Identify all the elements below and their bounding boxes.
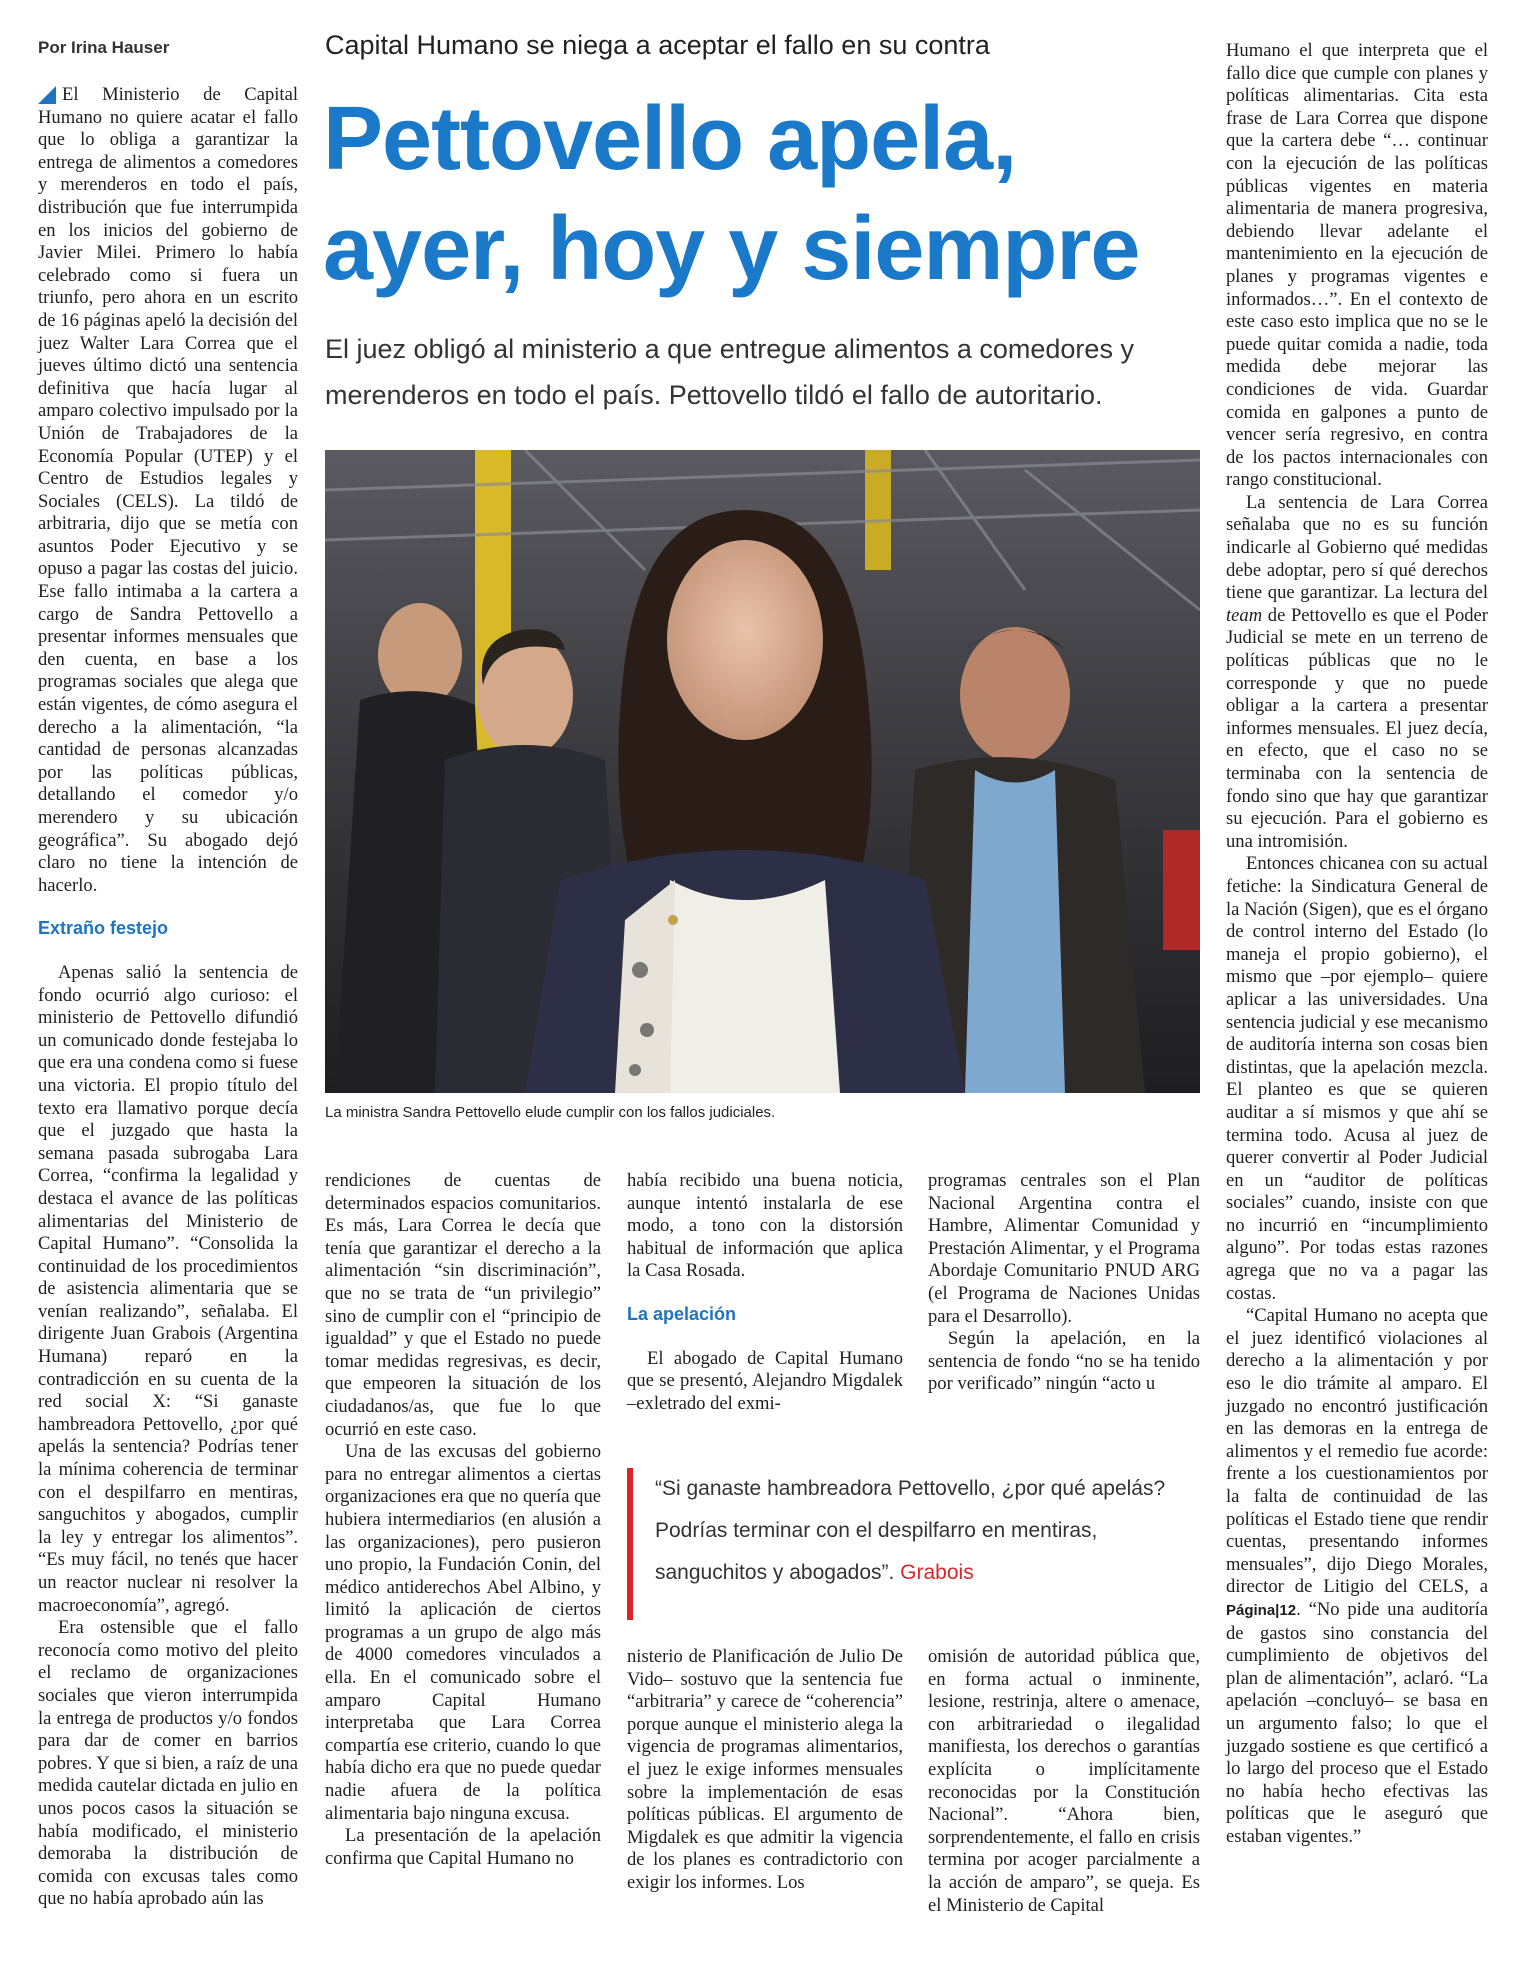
column-4-upper — [928, 1170, 1200, 1396]
pull-quote-attribution: Grabois — [900, 1561, 974, 1584]
pagina12-brand: Página|12 — [1226, 1601, 1297, 1619]
byline: Por Irina Hauser — [38, 38, 170, 57]
paragraph: Humano el que interpreta que el fallo dice que cumple con planes y políticas alimentarias. Cita esta frase de Lara Correa que dispone que la cartera debe “… continuar con la ejecución de las políticas públicas vigentes en materia alimentaria de manera progresiva, debiendo llevar adelante el mantenimiento en la ejecución de planes y programas vigentes e informados…”. En el contexto de este caso esto implica que no se le puede quitar comida a nadie, toda medida debe mejorar las condiciones de vida. Guardar comida en galpones a punto de vencer sería regresivo, en contra de los pactos internacionales con rango constitucional. — [1226, 40, 1488, 491]
column-3-lower — [627, 1646, 903, 1895]
paragraph: El abogado de Capital Humano que se presentó, Alejandro Migdalek –exletrado del exmi- — [627, 1347, 903, 1414]
column-3-upper — [627, 1170, 903, 1415]
paragraph: programas centrales son el Plan Nacional Argentina contra el Hambre, Alimentar Comunidad y Prestación Alimentar, y el Programa Abordaje Comunitario PNUD ARG (el Programa de Naciones Unidas para el Desarrollo). — [928, 1170, 1200, 1327]
paragraph: La presentación de la apelación confirma que Capital Humano no — [325, 1825, 601, 1869]
paragraph: Una de las excusas del gobierno para no entregar alimentos a ciertas organizaciones era que no quería que hubiera intermediarios (en alusión a las organizaciones), pero pusieron uno propio, la Fundación Conin, del médico antiderechos Abel Albino, y limitó la aplicación de ciertos programas a un grupo de algo más de 4000 comedores vinculados a ella. En el comunicado sobre el amparo Capital Humano interpretaba que Lara Correa compartía ese criterio, cuando lo que había dicho era que no puede quedar nadie afuera de la política alimentaria bajo ninguna excusa. — [325, 1441, 601, 1824]
paragraph: Según la apelación, en la sentencia de fondo “no se ha tenido por verificado” ningún “acto u — [928, 1328, 1200, 1395]
news-photo — [325, 450, 1200, 1093]
column-4-lower — [928, 1646, 1200, 1917]
paragraph: Era ostensible que el fallo reconocía como motivo del pleito el reclamo de organizaciones sociales que vieron interrumpida la entrega de productos y/o fondos para dar de comer en barrios pobres. Y que si bien, a raíz de una medida cautelar dictada en julio en unos pocos casos la situación se había modificado, el ministerio demoraba la distribución de comida con excusas tales como que no había aprobado aún las — [38, 1617, 298, 1910]
paragraph: Apenas salió la sentencia de fondo ocurrió algo curioso: el ministerio de Pettovello difundió un comunicado donde festejaba lo que era una condena como si fuese una victoria. El propio título del texto era llamativo porque decía que el juzgado que hasta la semana pasada subrogaba Lara Correa, “confirma la legalidad y destaca el avance de las políticas alimentarias del Ministerio de Capital Humano”. “Consolida la continuidad de los procedimientos de asistencia alimentaria que se venían realizando”, señalaba. El dirigente Juan Grabois (Argentina Humana) reparó en la contradicción en su cuenta de la red social X: “Si ganaste hambreadora Pettovello, ¿por qué apelás la sentencia? Podrías tener la mínima coherencia de terminar con el despilfarro en mentiras, sanguchitos y abogados, cumplir la ley y entregar los alimentos”. “Es muy fácil, no tenés que hacer un reactor nuclear ni resolver la macroeconomía”, agregó. — [38, 961, 298, 1616]
subhead-extrano-festejo: Extraño festejo — [38, 918, 169, 939]
paragraph: nisterio de Planificación de Julio De Vido– sostuvo que la sentencia fue “arbitraria” y carece de “coherencia” porque aunque el ministerio alega la vigencia de programas alimentarios, el juez le exige informes mensuales sobre la implementación de esas políticas públicas. El argumento de Migdalek es que admitir la vigencia de los planes es contradictorio con exigir los informes. Los — [627, 1646, 903, 1893]
lead-marker-icon — [38, 86, 56, 104]
paragraph: había recibido una buena noticia, aunque intentó instalarla de ese modo, a tono con la distorsión habitual de información que aplica la Casa Rosada. — [627, 1170, 903, 1282]
paragraph: La sentencia de Lara Correa señalaba que no es su función indicarle al Gobierno qué medidas debe adoptar, pero sí qué derechos tiene que garantizar. La lectura del team de Pettovello es que el Poder Judicial se mete en un terreno de políticas públicas que no le corresponde y que no puede obligar a la cartera a presentar informes mensuales. El juez decía, en efecto, que el caso no se terminaba con la sentencia de fondo sino que hay que garantizar su ejecución. Para el gobierno es una intromisión. — [1226, 491, 1488, 852]
column-1 — [38, 84, 298, 1911]
lead-paragraph: El Ministerio de Capital Humano no quiere acatar el fallo que lo obliga a garantizar la entrega de alimentos a comedores y merenderos en todo el país, distribución que fue interrumpida en los inicios del gobierno de Javier Milei. Primero lo había celebrado como si fuera un triunfo, pero ahora en un escrito de 16 páginas apeló la decisión del juez Walter Lara Correa que el jueves último dictó una sentencia definitiva que hacía lugar al amparo colectivo impulsado por la Unión de Trabajadores de la Economía Popular (UTEP) y el Centro de Estudios legales y Sociales (CELS). La tildó de arbitraria, dijo que se metía con asuntos Poder Ejecutivo y se opuso a pagar las costas del juicio. Ese fallo intimaba a la cartera a cargo de Sandra Pettovello a presentar informes mensuales que den cuenta, en base a los programas sociales que alega que están vigentes, de cómo asegura el derecho a la alimentación, “la cantidad de personas alcanzadas por las políticas públicas, detallando el comedor y/o merendero y su ubicación geográfica”. Su abogado dejó claro no tiene la intención de hacerlo. — [38, 84, 298, 896]
headline-line-1: Pettovello apela, — [323, 89, 1017, 189]
column-5 — [1226, 40, 1488, 1849]
column-2 — [325, 1170, 601, 1870]
pull-quote — [627, 1468, 1207, 1620]
paragraph: Entonces chicanea con su actual fetiche: la Sindicatura General de la Nación (Sigen), que es el órgano de control interno del Estado (lo maneja el propio gobierno), el mismo que –por ejemplo– quiere aplicar a las universidades. Una sentencia judicial y ese mecanismo de auditoría interna son cosas bien distintas, que la apelación mezcla. El planteo es que se quieren auditar a sí mismos y que ahí se termina todo. Acusa al juez de querer convertir al Poder Judicial en un “auditor de políticas sociales” cuando, insiste con que no incurrió en “incumplimiento alguno”. Por todas estas razones agrega que no va a pagar las costas. — [1226, 853, 1488, 1304]
paragraph: omisión de autoridad pública que, en forma actual o inminente, lesione, restrinja, altere o amenace, con arbitrariedad o ilegalidad manifiesta, los derechos o garantías explícita o implícitamente reconocidas por la Constitución Nacional”. “Ahora bien, sorprendentemente, el fallo en crisis termina por acoger parcialmente a la acción de amparo”, se queja. Es el Ministerio de Capital — [928, 1646, 1200, 1916]
kicker: Capital Humano se niega a aceptar el fallo en su contra — [325, 30, 990, 60]
paragraph: “Capital Humano no acepta que el juez identificó violaciones al derecho a la alimentación y por eso le dio trámite al amparo. El juzgado no encontró justificación en las demoras en la entrega de alimentos y el remedio fue acorde: frente a los cuestionamientos por la falta de continuidad de las políticas el Estado tiene que rendir cuentas, presentando informes mensuales”, dijo Diego Morales, director de Litigio del CELS, a Página|12. “No pide una auditoría de gastos sino constancia del cumplimiento de objetivos del plan de alimentación”, aclaró. “La apelación –concluyó– se basa en un argumento falso; lo que el juzgado sostiene es que certificó a lo largo del proceso que el Estado no había hecho efectivas las políticas que le aseguró que estaban vigentes.” — [1226, 1305, 1488, 1847]
headline-line-2: ayer, hoy y siempre — [323, 199, 1140, 299]
subhead-la-apelacion: La apelación — [627, 1303, 737, 1324]
photo-illustration — [325, 450, 1200, 1093]
pull-quote-text: “Si ganaste hambreadora Pettovello, ¿por qué apelás? Podrías terminar con el despilfarro en mentiras, sanguchitos y abogados”. — [655, 1477, 1166, 1584]
photo-caption: La ministra Sandra Pettovello elude cumplir con los fallos judiciales. — [325, 1104, 776, 1121]
deck: El juez obligó al ministerio a que entregue alimentos a comedores y merenderos en todo el país. Pettovello tildó el fallo de autoritario. — [325, 334, 1134, 410]
headline — [323, 84, 1203, 304]
paragraph: rendiciones de cuentas de determinados espacios comunitarios. Es más, Lara Correa le decía que tenía que garantizar el derecho a la alimentación “sin discriminación”, que no se trata de “un privilegio” sino de cumplir con el “principio de igualdad” y que el Estado no puede tomar medidas regresivas, es decir, que empeoren la situación de los ciudadanos/as, que fue lo que ocurrió en este caso. — [325, 1170, 601, 1440]
